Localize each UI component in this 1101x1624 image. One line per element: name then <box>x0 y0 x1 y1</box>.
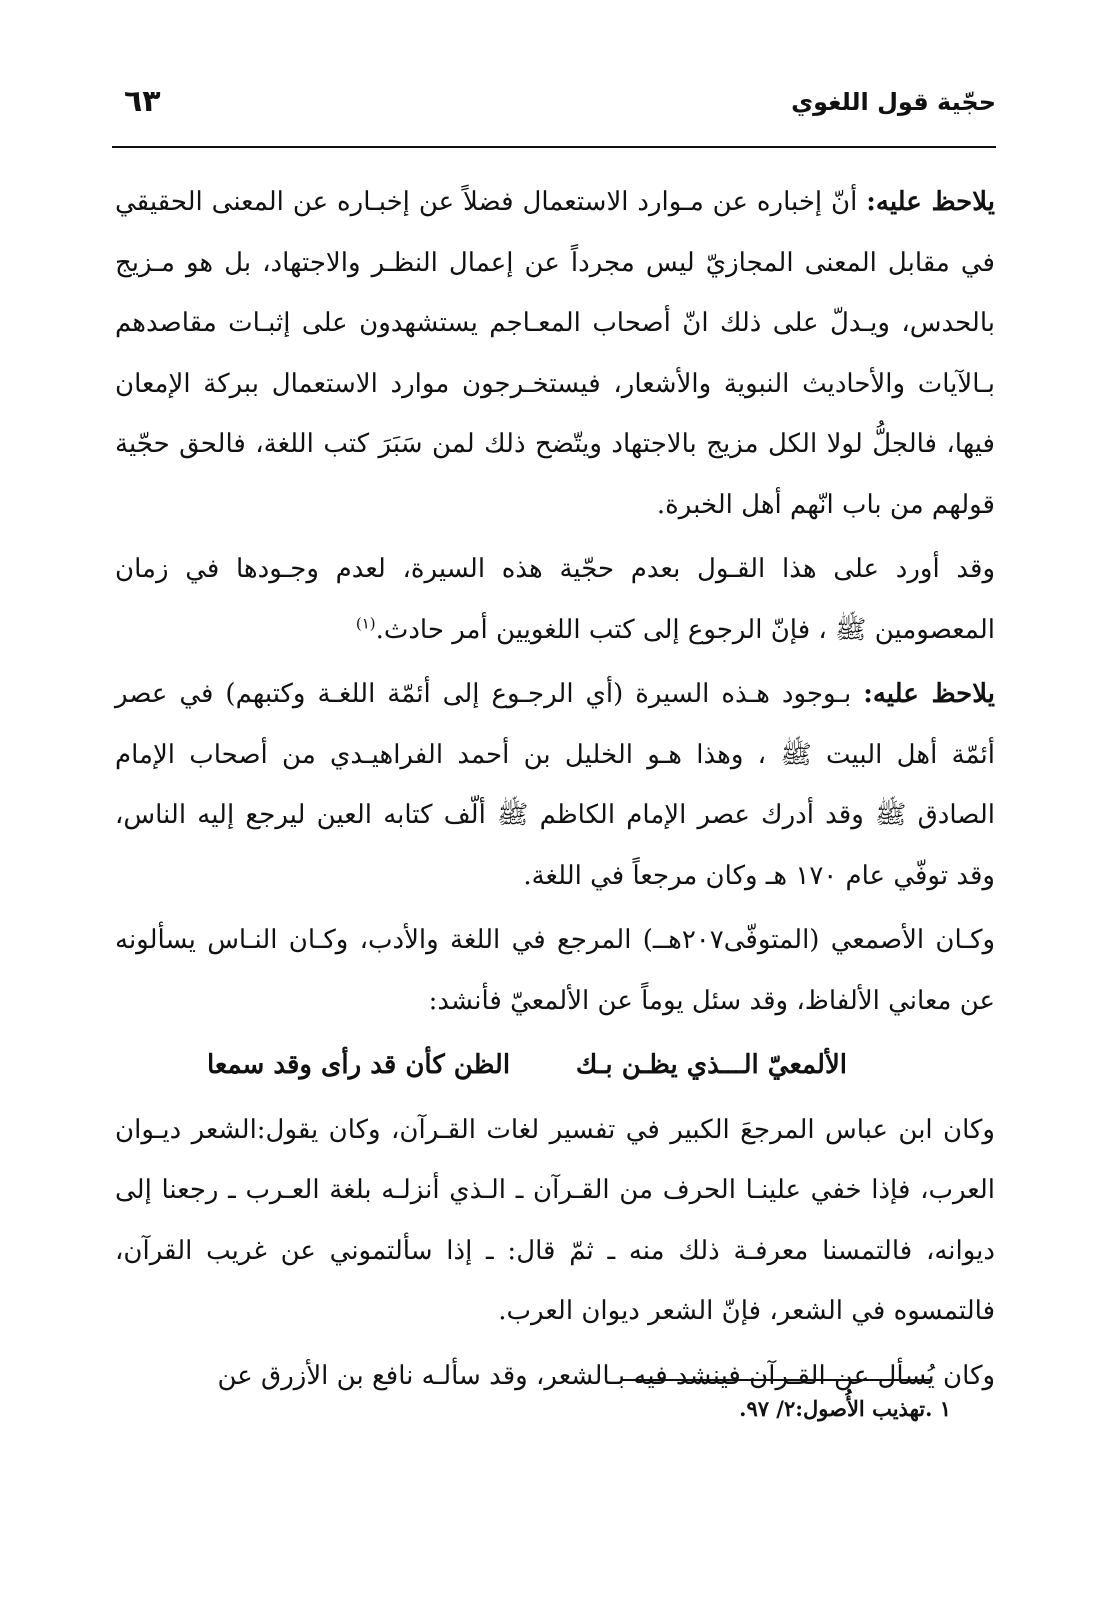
paragraph-objection <box>115 539 995 660</box>
verse-second-hemistich: الظن كأن قد رأى وقد سمعا <box>207 1050 511 1080</box>
paragraph-ibn-abbas <box>115 1100 995 1342</box>
paragraph-text: وكان ابن عباس المرجعَ الكبير في تفسير لغات القـرآن، وكان يقول:الشعر ديـوان العرب، فإذا خفي علينـا الحرف من القـرآن ـ الـذي أنزلـه بلغة العـرب ـ رجعنا إلى ديوانه، فالتمسنا معرفـة ذلك منه ـ ثمّ قال: ـ إذا سألتموني عن غريب القرآن، فالتمسوه في الشعر، فإنّ الشعر ديوان العرب. <box>115 1114 995 1326</box>
poem-verse <box>115 1035 995 1096</box>
paragraph-label: يلاحظ عليه: <box>866 187 996 217</box>
paragraph-observation-1 <box>115 172 995 535</box>
running-title: حجّية قول اللغوي <box>791 88 996 116</box>
page-header <box>112 82 996 132</box>
paragraph-text: وكـان الأصمعي (المتوفّى٢٠٧هــ) المرجع في اللغة والأدب، وكـان النـاس يسألونه عن معاني الألفاظ، وقد سئل يوماً عن الألمعيّ فأنشد: <box>115 925 995 1016</box>
footnote-reference: (١) <box>355 613 376 632</box>
paragraph-text: وقد أورد على هذا القـول بعدم حجّية هذه السيرة، لعدم وجـودها في زمان المعصومين ﷺ ، فإنّ الرجوع إلى كتب اللغويين أمر حادث. <box>115 554 995 645</box>
paragraph-text: بـوجود هـذه السيرة (أي الرجـوع إلى أئمّة اللغـة وكتبهم) في عصر أئمّة أهل البيت ﷺ ، وهذا هـو الخليل بن أحمد الفراهيـدي من أصحاب الإمام الصادق ﷺ وقد أدرك عصر الإمام الكاظم ﷺ ألّف كتابه العين ليرجع إليه الناس، وقد توفّي عام ١٧٠ هـ وكان مرجعاً في اللغة. <box>115 679 995 891</box>
paragraph-text: وكان يُسأل عن القـرآن فينشد فيه بـالشعر، وقد سألـه نافع بن الأزرق عن <box>217 1360 995 1391</box>
paragraph-label: يلاحظ عليه: <box>863 679 995 709</box>
footnote: ١ .تهذيب الأُصول:٢/ ٩٧. <box>739 1396 951 1421</box>
verse-first-hemistich: الألمعيّ الـــذي يظـن بـك <box>575 1050 847 1080</box>
paragraph-text: أنّ إخباره عن مـوارد الاستعمال فضلاً عن إخبـاره عن المعنى الحقيقي في مقابل المعنى المجازيّ ليس مجرداً عن إعمال النظـر والاجتهاد، بل هو مـزيج بالحدس، ويـدلّ على ذلك انّ أصحاب المعـاجم يستشهدون على إثبـات مقاصدهم بـالآيات والأحاديث النبوية والأشعار، فيستخـرجون موارد الاستعمال ببركة الإمعان فيها، فالجلُّ لولا الكل مزيج بالاجتهاد ويتّضح ذلك لمن سَبَرَ كتب اللغة، فالحق حجّية قولهم من باب انّهم أهل الخبرة. <box>115 187 995 520</box>
main-text <box>115 172 995 1410</box>
paragraph-asmai <box>115 910 995 1031</box>
footnote-divider <box>622 1379 930 1381</box>
paragraph-observation-2 <box>115 664 995 906</box>
page-number: ٦٣ <box>124 84 161 119</box>
header-divider <box>112 146 996 148</box>
